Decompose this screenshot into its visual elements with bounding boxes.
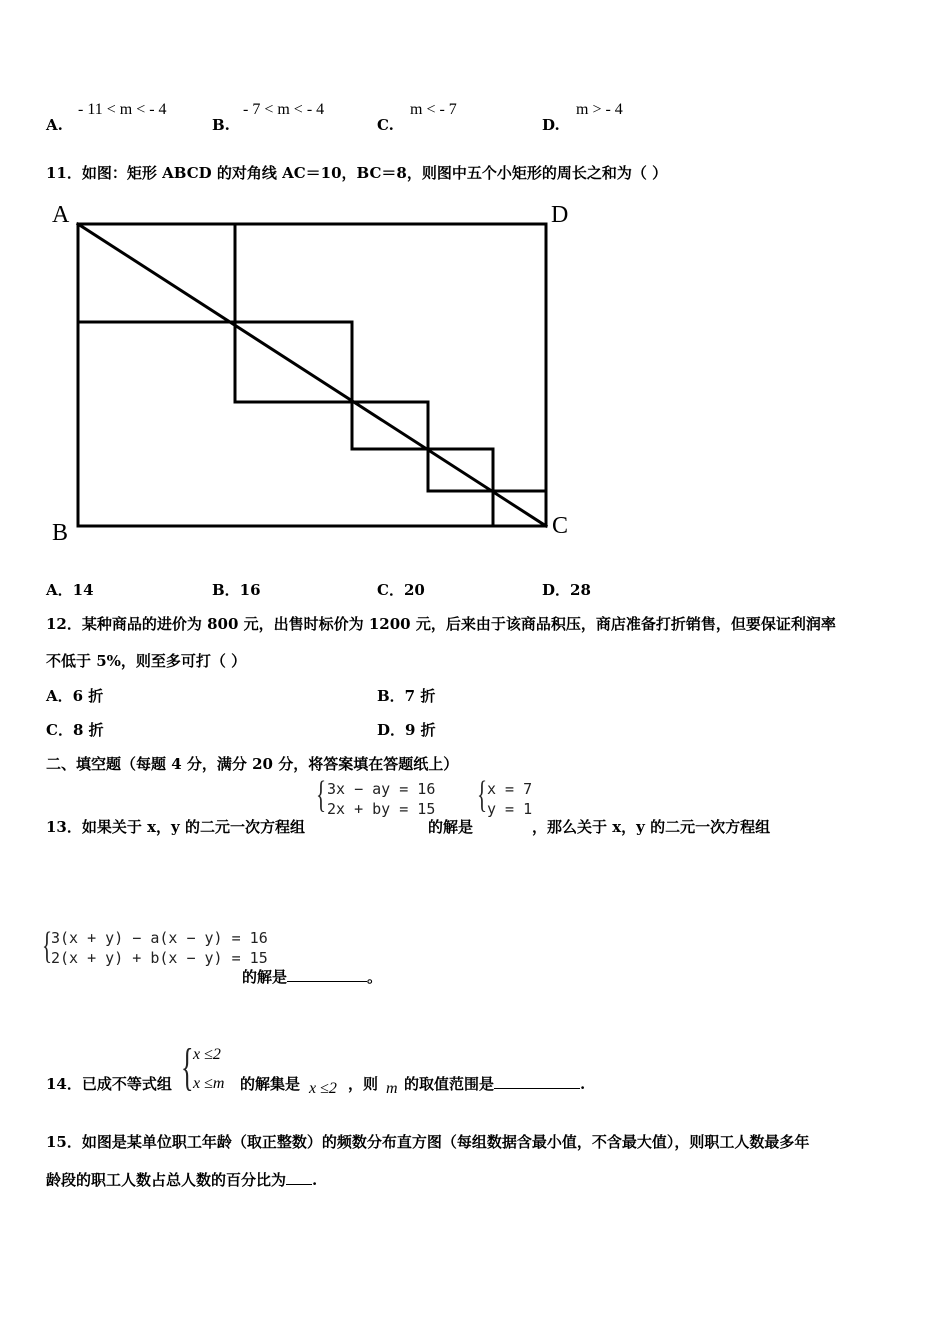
diagonal-ac [78,224,546,526]
q13-system2-eq1: 3(x + y) − a(x − y) = 16 [51,929,268,947]
q13-answer-suffix: 。 [367,968,383,986]
label-d: D [551,202,569,228]
q13-answer-blank[interactable] [287,980,367,982]
q11-text: 11．如图：矩形 ABCD 的对角线 AC＝10，BC＝8，则图中五个小矩形的周长之和为（ ） [46,164,668,182]
label-c: C [552,513,569,539]
q15-answer-blank[interactable] [286,1183,312,1185]
q14-mid3: 的取值范围是 [404,1075,495,1093]
q12-line2: 不低于 5%，则至多可打（ ） [46,652,247,670]
q13-system2-eq2: 2(x + y) + b(x − y) = 15 [51,949,268,967]
q14-mid2: ，则 [348,1075,379,1093]
q15-line2-end: . [312,1171,318,1189]
q12-option-b: B．7 折 [377,687,436,705]
q11-option-c: C．20 [377,581,425,599]
q14-end: . [580,1075,586,1093]
q13-mid: 的解是 [428,818,474,836]
q12-option-a: A．6 折 [46,687,104,705]
q10-option-a-math: - 11 < m < - 4 [78,101,167,118]
q14-solution: x ≤2 [309,1080,337,1097]
q13-system2-brace: { [42,925,53,967]
q13-solution-eq1: x = 7 [487,780,533,798]
staircase-upper [78,322,546,491]
q15-line2-prefix: 龄段的职工人数占总人数的百分比为 [46,1171,287,1189]
q11-option-b: B．16 [212,581,261,599]
q13-solution-eq2: y = 1 [487,800,533,818]
q10-option-d-label: D. [542,116,560,134]
q14-ineq2: x ≤m [193,1075,225,1092]
q14-answer-blank[interactable] [494,1087,580,1089]
q14-ineq1: x ≤2 [193,1046,221,1063]
q14-var-m: m [386,1080,398,1097]
q12-line1: 12．某种商品的进价为 800 元，出售时标价为 1200 元，后来由于该商品积压，商店准备打折销售，但要保证利润率 [46,615,836,633]
q13-system1-brace: { [316,774,327,816]
q10-option-c-math: m < - 7 [410,101,457,118]
q10-option-c-label: C. [377,116,394,134]
q13-suffix: ，那么关于 x，y 的二元一次方程组 [532,818,771,836]
label-b: B [52,520,69,546]
q14-mid1: 的解集是 [240,1075,301,1093]
staircase-lower [235,224,493,526]
q13-answer-line [242,966,382,987]
q12-option-d: D．9 折 [377,721,436,739]
q11-option-d: D．28 [542,581,591,599]
q13-prefix: 13．如果关于 x，y 的二元一次方程组 [46,818,305,836]
q10-option-d-math: m > - 4 [576,101,623,118]
label-a: A [52,202,70,228]
q10-option-b-label: B. [212,116,230,134]
q11-option-a: A．14 [46,581,94,599]
q13-solution-brace: { [477,774,488,816]
q13-system1-eq1: 3x − ay = 16 [327,780,436,798]
section2-heading: 二、填空题（每题 4 分，满分 20 分，将答案填在答题纸上） [46,755,459,773]
q12-option-c: C．8 折 [46,721,104,739]
rectangle-abcd-figure [40,195,600,550]
q10-option-b-math: - 7 < m < - 4 [243,101,325,118]
q14-system-brace: { [181,1039,194,1096]
q13-answer-prefix: 的解是 [242,968,288,986]
q13-system1-eq2: 2x + by = 15 [327,800,436,818]
q14-prefix: 14．已成不等式组 [46,1075,172,1093]
q15-line1: 15．如图是某单位职工年龄（取正整数）的频数分布直方图（每组数据含最小值，不含最大值），则职工人数最多年 [46,1133,810,1151]
q10-option-a-label: A. [46,116,63,134]
q15-line2 [46,1169,317,1190]
q14-range-line [404,1073,585,1094]
